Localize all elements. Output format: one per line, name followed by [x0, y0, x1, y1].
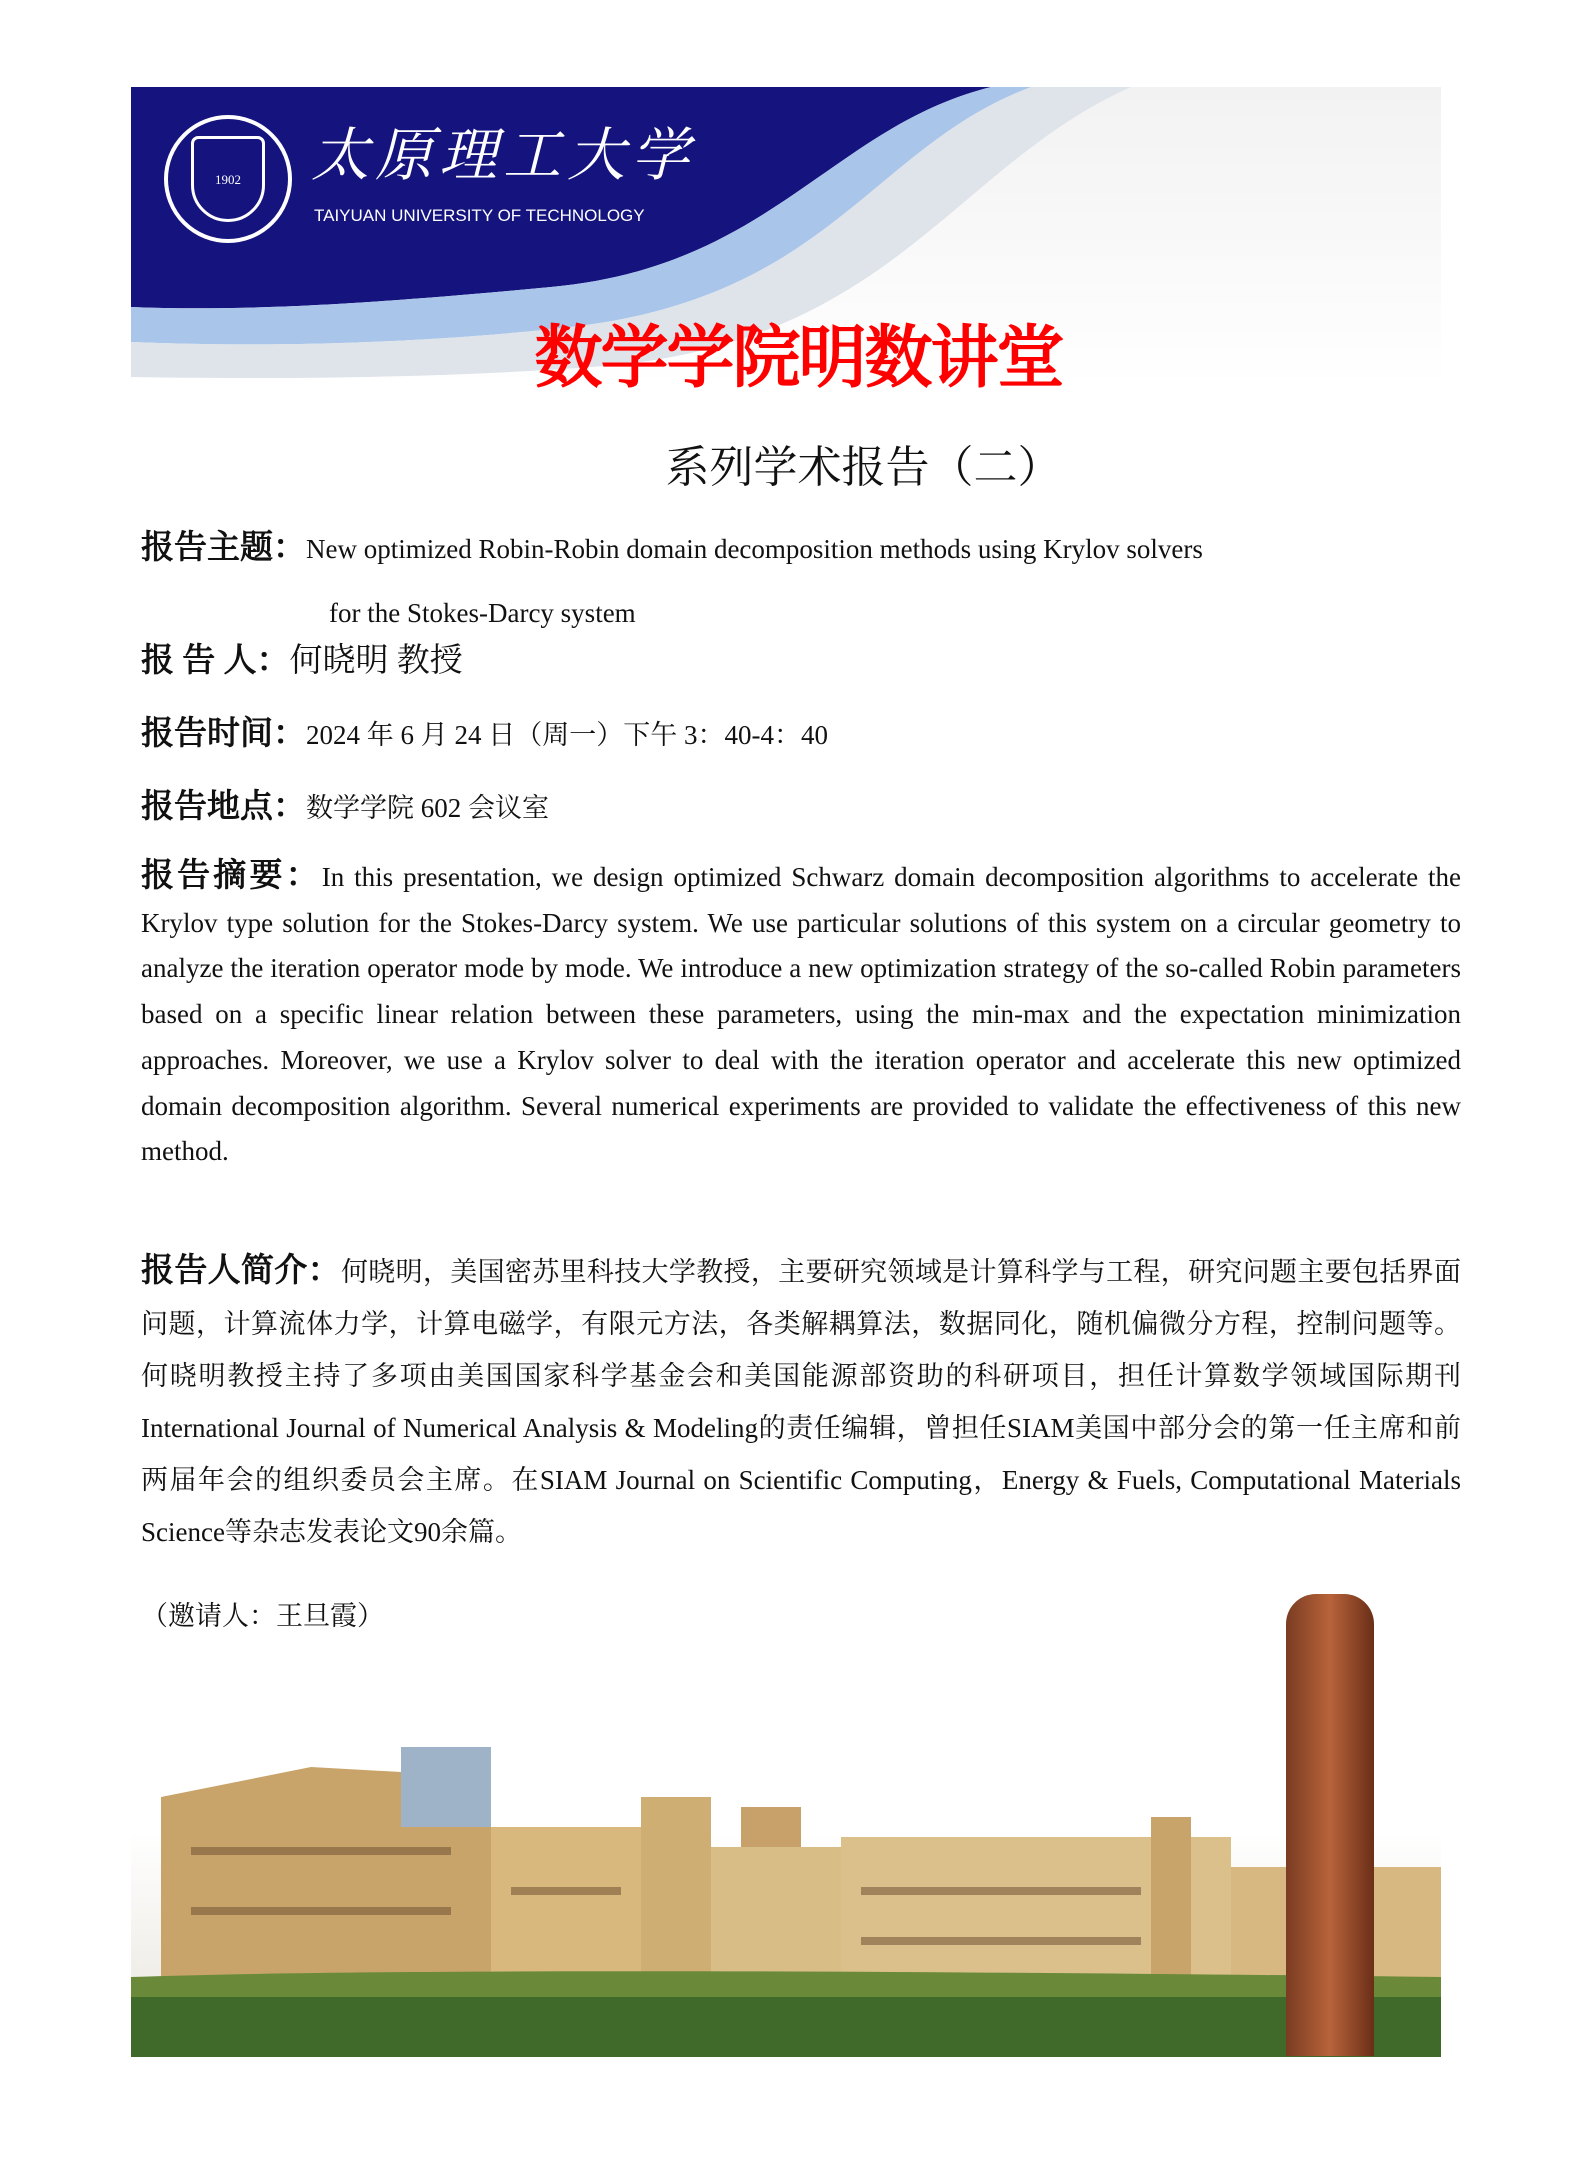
time-row: [141, 712, 1461, 757]
page-title: 数学学院明数讲堂: [534, 320, 1063, 396]
speaker-label: 报 告 人：: [141, 643, 290, 679]
place-row: [141, 785, 1461, 830]
place-value: 数学学院 602 会议室: [306, 793, 549, 823]
topic-row: [141, 526, 1461, 571]
speaker-value: 何晓明 教授: [289, 643, 463, 679]
university-name-cn: 太原理工大学: [311, 121, 696, 189]
inviter-note: （邀请人：王旦霞）: [141, 1600, 384, 1631]
topic-label: 报告主题：: [141, 530, 306, 566]
clock-tower-image: [1286, 1594, 1374, 2056]
university-name-en: TAIYUAN UNIVERSITY OF TECHNOLOGY: [314, 206, 645, 225]
bio-section: [141, 1245, 1461, 1558]
bio-text: 何晓明，美国密苏里科技大学教授，主要研究领域是计算科学与工程，研究问题主要包括界面问题，计算流体力学，计算电磁学，有限元方法，各类解耦算法，数据同化，随机偏微分方程，控制问题等。何晓明教授主持了多项由美国国家科学基金会和美国能源部资助的科研项目，担任计算数学领域国际期刊International Journal of Numerical Analysis & Modeling的责任编辑，曾担任SIAM美国中部分会的第一任主席和前两届年会的组织委员会主席。在SIAM Journal on Scientific Computing，Energy & Fuels, Computational Materials Science等杂志发表论文90余篇。: [141, 1256, 1462, 1547]
topic-line2: for the Stokes-Darcy system: [329, 598, 636, 628]
abstract-label: 报告摘要：: [141, 858, 322, 894]
page-subtitle: 系列学术报告（二）: [665, 443, 1062, 492]
campus-building-graphic: [131, 1737, 1441, 2057]
bio-label: 报告人简介：: [141, 1252, 341, 1289]
time-value: 2024 年 6 月 24 日（周一）下午 3：40-4：40: [306, 720, 828, 750]
abstract-text: In this presentation, we design optimized Schwarz domain decomposition algorithms to accelerate the Krylov type solution for the Stokes-Darcy system. We use particular solutions of this system on a circular geometry to analyze the iteration operator mode by mode. We introduce a new optimization strategy of the so-called Robin parameters based on a specific linear relation between these parameters, using the min-max and the expectation minimization approaches. Moreover, we use a Krylov solver to deal with the iteration operator and accelerate this new optimized domain decomposition algorithm. Several numerical experiments are provided to validate the effectiveness of this new method.: [141, 862, 1462, 1167]
place-label: 报告地点：: [141, 789, 306, 825]
time-label: 报告时间：: [141, 716, 306, 752]
abstract-section: [141, 854, 1461, 1175]
report-details: [141, 526, 1461, 1638]
university-logo: 1902: [164, 115, 292, 243]
campus-building-image: [131, 1737, 1441, 2057]
speaker-row: [141, 639, 1461, 684]
topic-line1: New optimized Robin-Robin domain decomposition methods using Krylov solvers: [306, 534, 1203, 564]
